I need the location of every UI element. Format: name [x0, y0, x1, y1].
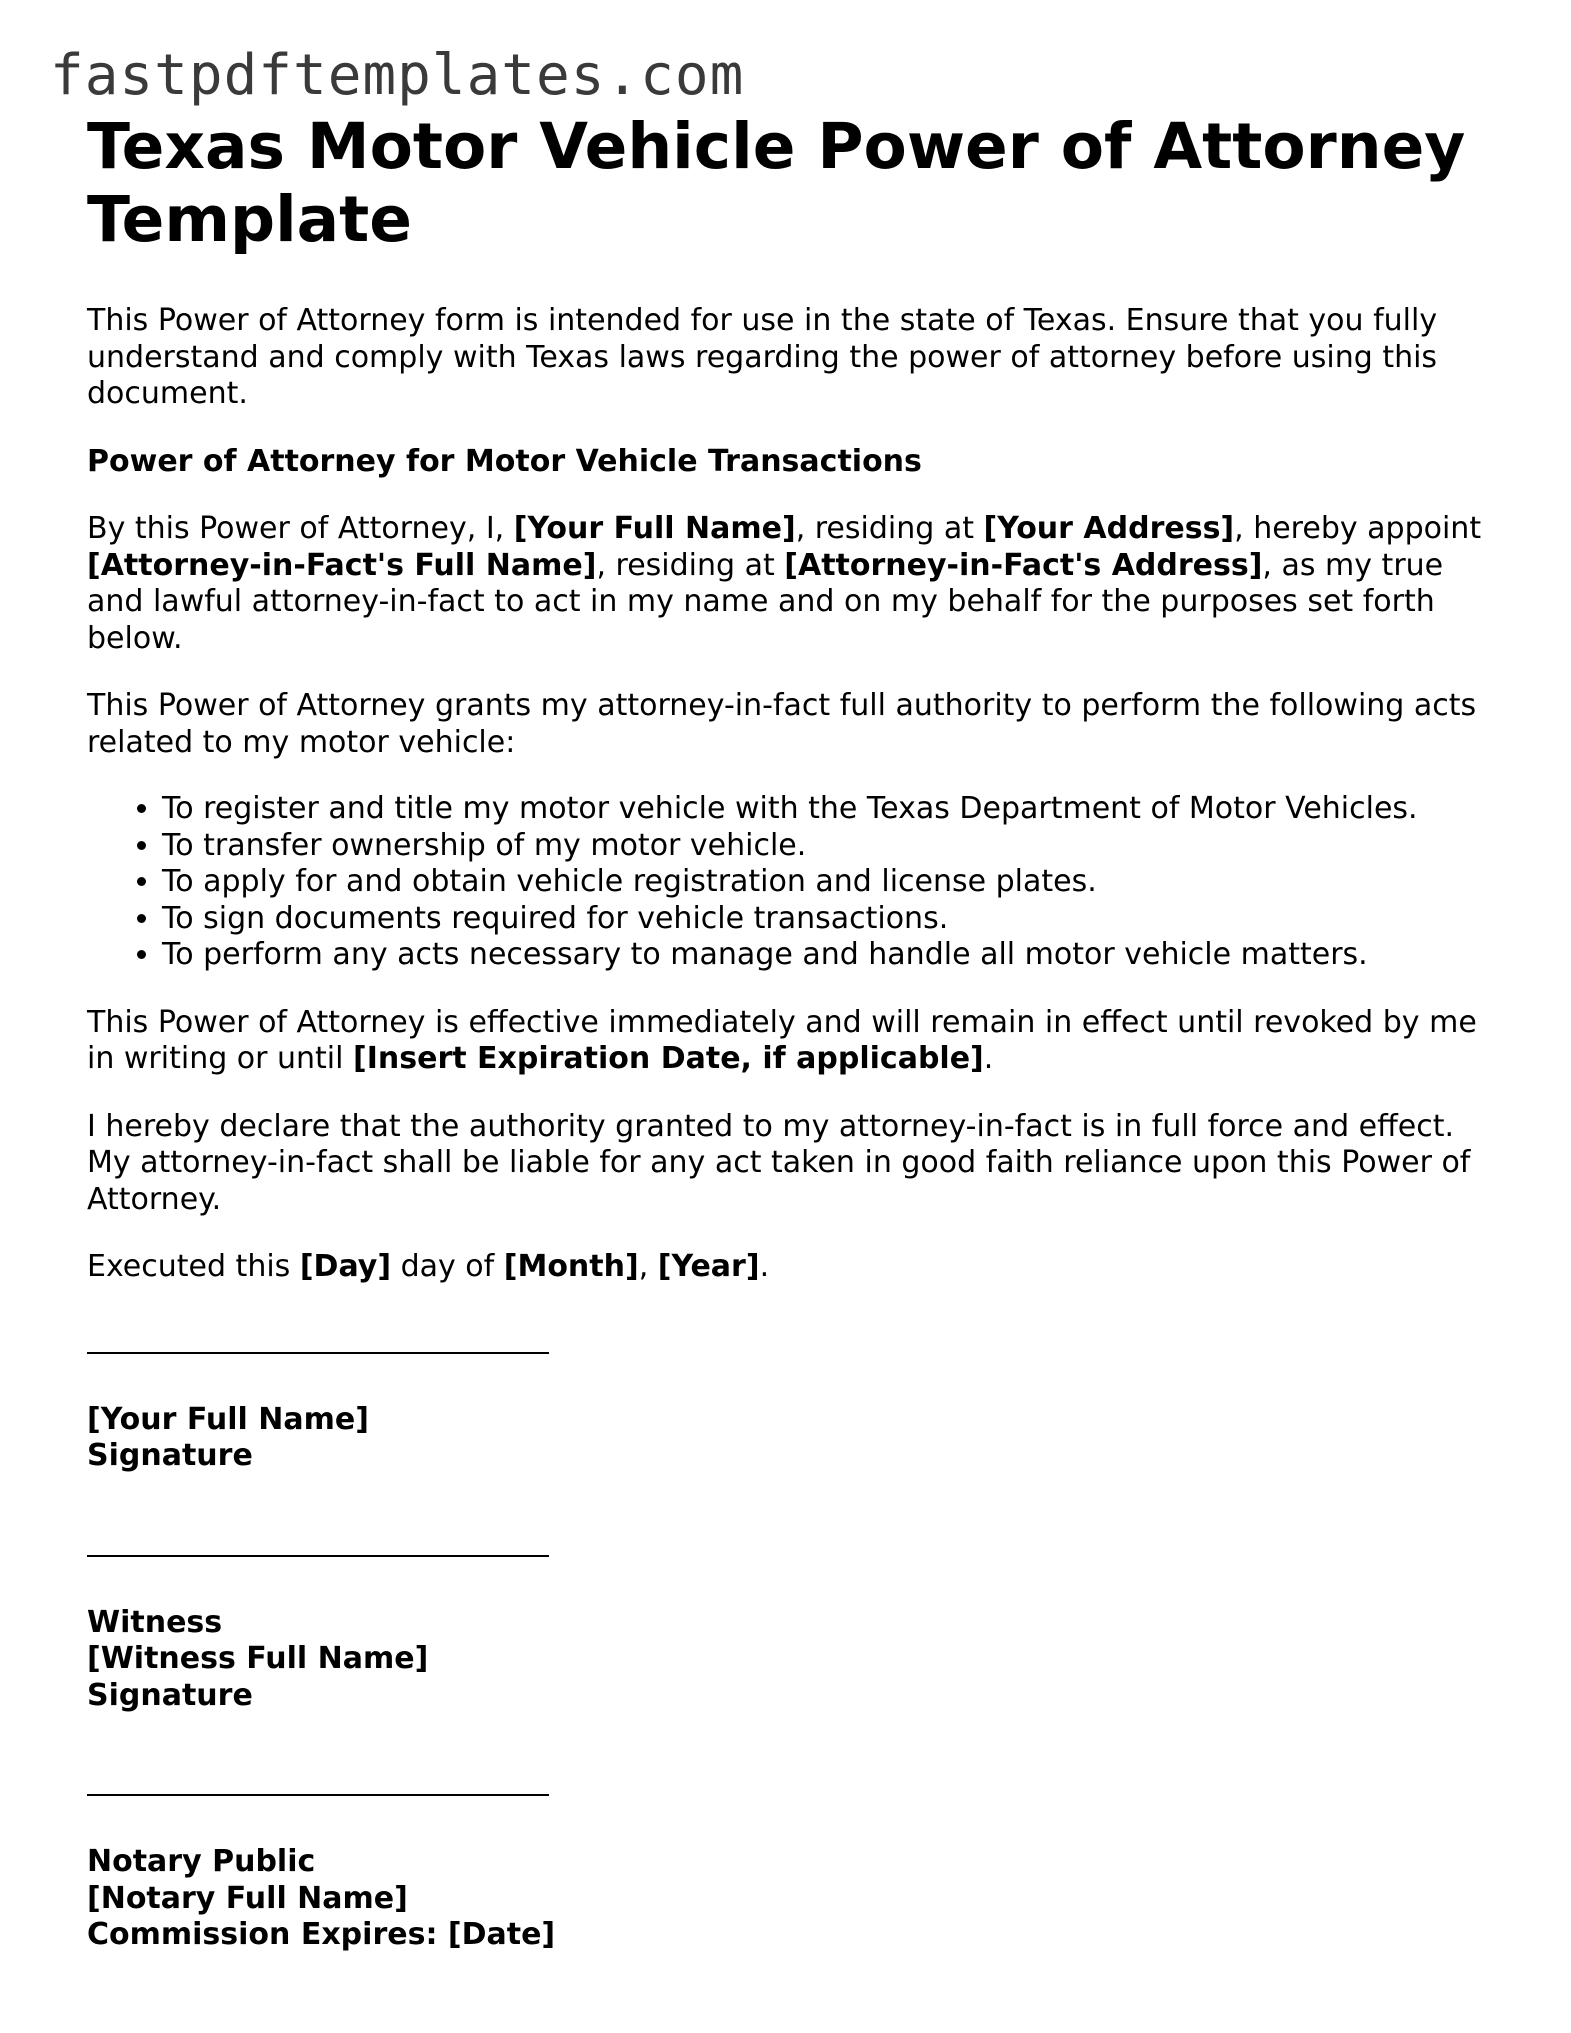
list-item: • To transfer ownership of my motor vehicle. [162, 828, 1487, 865]
executed-text: day of [391, 1249, 504, 1284]
witness-name: [Witness Full Name] [87, 1641, 429, 1676]
appointment-text: , residing at [795, 511, 984, 546]
effective-paragraph [87, 1005, 1487, 1078]
watermark-logo: fastpdftemplates.com [50, 43, 745, 108]
executed-text: Executed this [87, 1249, 300, 1284]
attorney-address-placeholder: [Attorney-in-Fact's Address] [784, 547, 1263, 583]
list-item: • To apply for and obtain vehicle registration and license plates. [162, 864, 1487, 901]
notary-commission: Commission Expires: [Date] [87, 1917, 556, 1952]
day-placeholder: [Day] [299, 1249, 392, 1284]
list-item: • To register and title my motor vehicle with the Texas Department of Motor Vehicles. [162, 791, 1487, 828]
year-placeholder: [Year] [657, 1249, 760, 1284]
principal-address-placeholder: [Your Address] [983, 511, 1235, 546]
powers-list [87, 791, 1487, 974]
grant-intro-paragraph: This Power of Attorney grants my attorney-in-fact full authority to perform the following acts related to my motor vehicle: [87, 688, 1477, 760]
month-placeholder: [Month] [503, 1249, 639, 1284]
effective-text: This Power of Attorney is effective immediately and will remain in effect until revoked by me in writing or until [87, 1004, 1477, 1076]
appointment-paragraph [87, 511, 1487, 657]
principal-signature-label: Signature [87, 1438, 253, 1473]
attorney-name-placeholder: [Attorney-in-Fact's Full Name] [87, 547, 597, 583]
document-title: Texas Motor Vehicle Power of Attorney Template [87, 110, 1466, 256]
effective-text: . [983, 1041, 994, 1076]
witness-role: Witness [87, 1604, 223, 1640]
list-item: • To perform any acts necessary to manage and handle all motor vehicle matters. [162, 937, 1487, 974]
executed-line [87, 1249, 1487, 1286]
witness-signature-label: Signature [87, 1677, 253, 1713]
appointment-text: , residing at [596, 547, 785, 583]
executed-text: , [638, 1249, 658, 1284]
expiration-placeholder: [Insert Expiration Date, if applicable] [353, 1041, 984, 1076]
appointment-text: By this Power of Attorney, I, [87, 511, 514, 546]
document-body [87, 110, 1487, 1954]
principal-signature-line[interactable] [87, 1352, 549, 1354]
principal-signature-block [87, 1402, 1487, 1475]
principal-name: [Your Full Name] [87, 1401, 369, 1437]
notary-name: [Notary Full Name] [87, 1880, 408, 1916]
list-item: • To sign documents required for vehicle transactions. [162, 901, 1487, 938]
witness-signature-line[interactable] [87, 1555, 549, 1557]
appointment-text: , hereby appoint [1234, 511, 1482, 546]
declaration-paragraph: I hereby declare that the authority granted to my attorney-in-fact is in full force and effect. My attorney-in-fact shall be liable for any act taken in good faith reliance upon this Power of Attorney. [87, 1108, 1471, 1217]
principal-name-placeholder: [Your Full Name] [513, 511, 796, 546]
notary-signature-line[interactable] [87, 1794, 549, 1796]
notary-signature-block [87, 1844, 1487, 1954]
witness-signature-block [87, 1605, 1487, 1715]
executed-text: . [759, 1249, 770, 1284]
appointment-text: , as my true and lawful attorney-in-fact to act in my name and on my behalf for the purposes set forth below. [87, 547, 1444, 656]
intro-paragraph: This Power of Attorney form is intended for use in the state of Texas. Ensure that you fully understand and comply with Texas laws regarding the power of attorney before using this document. [87, 303, 1438, 411]
notary-role: Notary Public [87, 1844, 316, 1879]
section-heading: Power of Attorney for Motor Vehicle Transactions [87, 443, 922, 479]
